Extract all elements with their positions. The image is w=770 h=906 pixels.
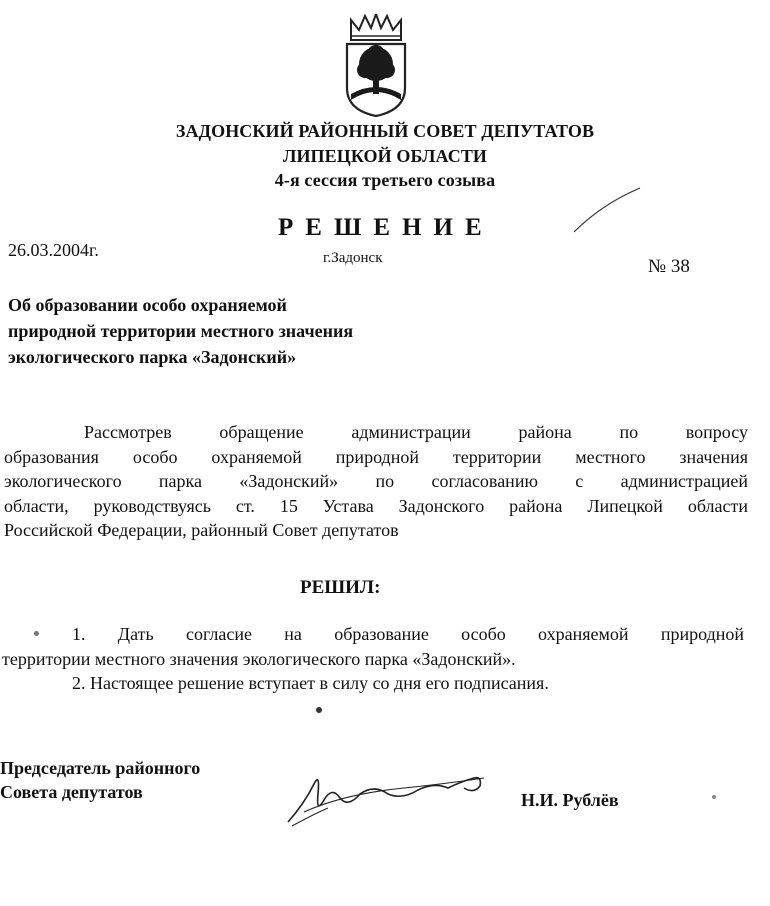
scan-speck	[712, 795, 716, 799]
signer-title-line: Председатель районного	[0, 758, 201, 778]
decision-number: № 38	[648, 256, 690, 277]
preamble-line: области, руководствуясь ст. 15 Устава Задонского района Липецкой области	[4, 495, 748, 516]
session-line: 4-я сессия третьего созыва	[274, 170, 496, 190]
resolved-heading: РЕШИЛ:	[300, 577, 381, 598]
item-1-line-2: территории местного значения экологического парка «Задонский».	[2, 648, 516, 669]
preamble-line: Российской Федерации, районный Совет депутатов	[4, 520, 399, 540]
subject-line: экологического парка «Задонский»	[8, 347, 297, 367]
preamble-line: Рассмотрев обращение администрации района по вопросу	[84, 422, 748, 442]
subject-line: Об образовании особо охраняемой	[8, 295, 287, 315]
signer-title	[0, 756, 200, 804]
region-name: ЛИПЕЦКОЙ ОБЛАСТИ	[282, 146, 488, 166]
decision-date: 26.03.2004г.	[8, 240, 99, 260]
item-2: 2. Настоящее решение вступает в силу со дня его подписания.	[72, 673, 549, 693]
signer-title-line: Совета депутатов	[0, 782, 143, 802]
item-1-line-1: 1. Дать согласие на образование особо охраняемой природной	[72, 624, 744, 644]
handwritten-signature	[284, 764, 494, 830]
subject-line: природной территории местного значения	[8, 321, 354, 341]
scan-speck	[316, 707, 322, 713]
coat-of-arms-icon	[343, 14, 409, 118]
resolution-items	[2, 622, 744, 696]
decision-city: г.Задонск	[323, 250, 383, 266]
council-name: ЗАДОНСКИЙ РАЙОННЫЙ СОВЕТ ДЕПУТАТОВ	[175, 121, 595, 141]
decision-title: РЕШЕНИЕ	[278, 214, 494, 241]
signer-name: Н.И. Рублёв	[521, 790, 619, 810]
decision-subject	[8, 292, 353, 370]
preamble-line: образования особо охраняемой природной территории местного значения	[4, 446, 748, 467]
preamble-paragraph	[4, 420, 748, 543]
pen-stroke-mark	[572, 186, 642, 236]
preamble-line: экологического парка «Задонский» по согласованию с администрацией	[4, 471, 748, 491]
